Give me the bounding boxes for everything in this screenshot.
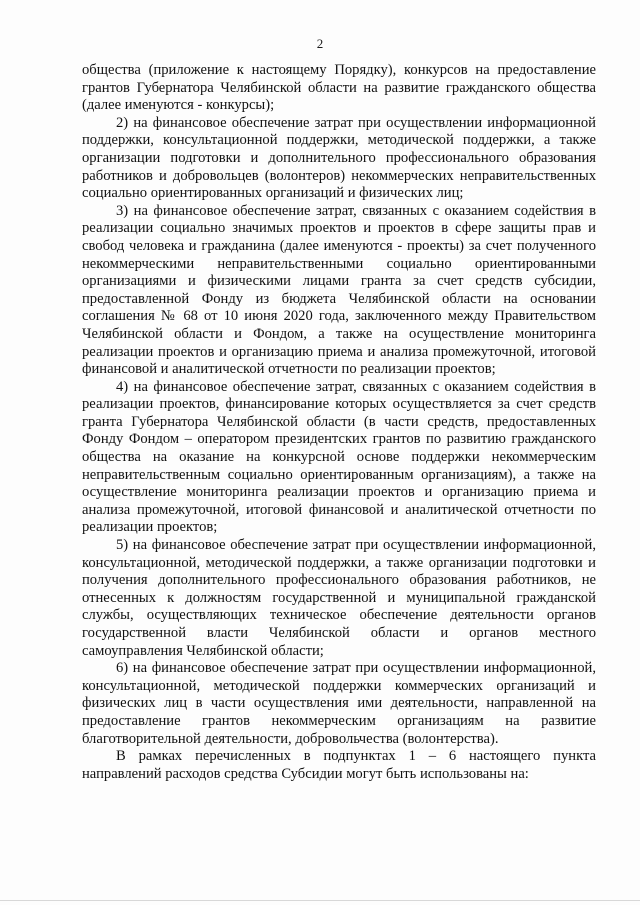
paragraph-item-2: 2) на финансовое обеспечение затрат при осуществлении информационной поддержки, консультационной поддержки, методической поддержки, а также организации подготовки и дополнительного профессионального образования работников и добровольцев (волонтеров) некоммерческих неправительственных социально ориентированных организаций и физических лиц; xyxy=(82,114,596,202)
paragraph-summary: В рамках перечисленных в подпунктах 1 – 6 настоящего пункта направлений расходов средства Субсидии могут быть использованы на: xyxy=(82,748,596,782)
paragraph-item-6: 6) на финансовое обеспечение затрат при осуществлении информационной, консультационной, методической поддержки коммерческих организаций и физических лиц в части осуществления ими деятельности, направленной на предоставление грантов некоммерческим организациям на развитие благотворительной деятельности, добровольчества (волонтерства). xyxy=(82,660,596,747)
document-body xyxy=(82,62,596,783)
paragraph-item-5: 5) на финансовое обеспечение затрат при осуществлении информационной, консультационной, методической поддержки, а также организации подготовки и получения дополнительного профессионального образования работников, не отнесенных к должностям государственной и муниципальной гражданской службы, осуществляющих техническое обеспечение деятельности органов государственной власти Челябинской области и органов местного самоуправления Челябинской области; xyxy=(82,537,596,659)
paragraph-item-4: 4) на финансовое обеспечение затрат, связанных с оказанием содействия в реализации проектов, финансирование которых осуществляется за счет средств гранта Губернатора Челябинской области (в части средств, предоставленных Фонду Фондом – оператором президентских грантов по развитию гражданского общества на оказание на конкурсной основе поддержки некоммерческим неправительственным социально ориентированным организациям), а также на осуществление мониторинга реализации проектов и организацию приема и анализа промежуточной, итоговой финансовой и аналитической отчетности по реализации проектов; xyxy=(82,378,596,536)
paragraph-item-3: 3) на финансовое обеспечение затрат, связанных с оказанием содействия в реализации социально значимых проектов и проектов в сфере защиты прав и свобод человека и гражданина (далее именуются - проекты) за счет полученного некоммерческими неправительственными социально ориентированными организациями и физическими лицами гранта за счет средств субсидии, предоставленной Фонду из бюджета Челябинской области на основании соглашения № 68 от 10 июня 2020 года, заключенного между Правительством Челябинской области и Фондом, а также на осуществление мониторинга реализации проектов и организацию приема и анализа промежуточной, итоговой финансовой и аналитической отчетности по реализации проектов; xyxy=(82,202,596,378)
scan-edge-line xyxy=(0,900,640,901)
paragraph-continuation: общества (приложение к настоящему Порядку), конкурсов на предоставление грантов Губернатора Челябинской области на развитие гражданского общества (далее именуются - конкурсы); xyxy=(82,62,596,114)
page-number: 2 xyxy=(316,36,324,51)
